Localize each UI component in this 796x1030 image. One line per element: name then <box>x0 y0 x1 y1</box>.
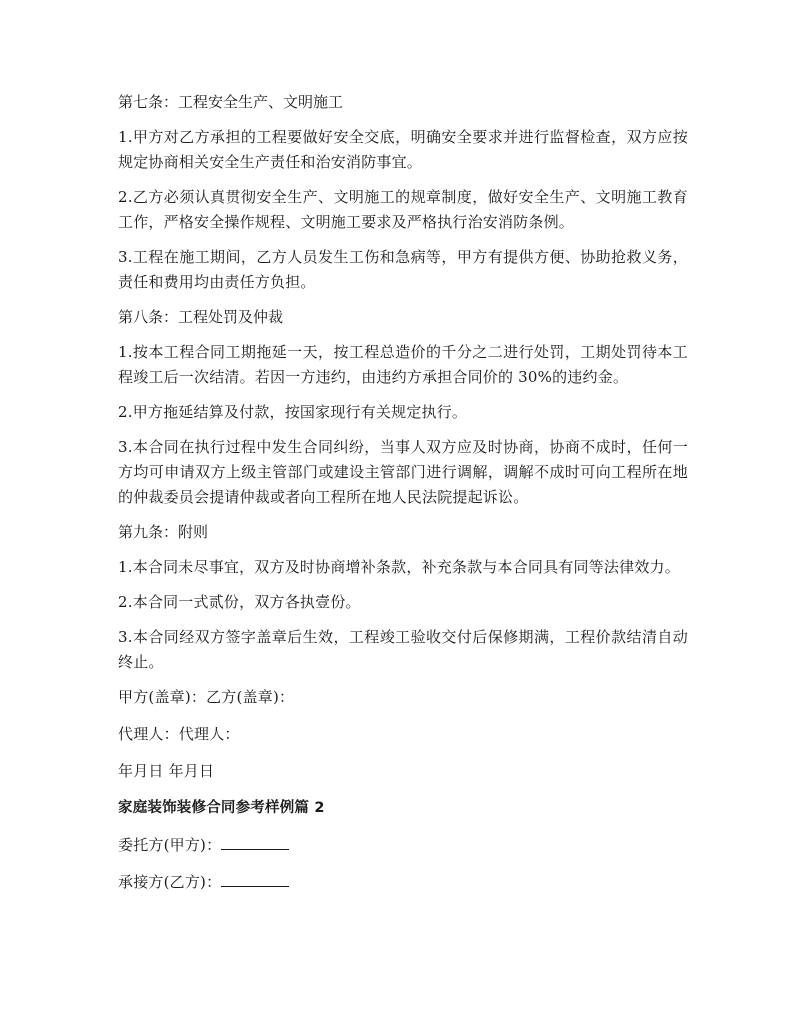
signature-date-line: 年月日 年月日 <box>118 762 215 780</box>
article-9-item-1: 1.本合同未尽事宜，双方及时协商增补条款，补充条款与本合同具有同等法律效力。 <box>118 558 680 576</box>
article-9-item-3: 3.本合同经双方签字盖章后生效，工程竣工验收交付后保修期满，工程价款结清自动终止。 <box>118 628 688 671</box>
article-9-title: 第九条：附则 <box>118 523 209 541</box>
article-7-item-1: 1.甲方对乙方承担的工程要做好安全交底，明确安全要求并进行监督检查，双方应按规定协商相关安全生产责任和治安消防事宜。 <box>118 128 688 171</box>
article-7-item-3: 3.工程在施工期间，乙方人员发生工伤和急病等，甲方有提供方便、协助抢救义务，责任和费用均由责任方负担。 <box>118 248 688 291</box>
article-8-item-2: 2.甲方拖延结算及付款，按国家现行有关规定执行。 <box>118 403 468 421</box>
article-8-item-1: 1.按本工程合同工期拖延一天，按工程总造价的千分之二进行处罚，工期处罚待本工程竣工后一次结清。若因一方违约，由违约方承担合同价的 30%的违约金。 <box>118 343 688 386</box>
article-9-item-2: 2.本合同一式贰份，双方各执壹份。 <box>118 593 361 611</box>
contractor-line <box>118 870 688 895</box>
client-blank <box>221 835 289 850</box>
signature-agent-line: 代理人：代理人： <box>118 725 240 743</box>
contractor-label: 承接方(乙方)： <box>118 873 222 891</box>
article-7-item-2: 2.乙方必须认真贯彻安全生产、文明施工的规章制度，做好安全生产、文明施工教育工作，严格安全操作规程、文明施工要求及严格执行治安消防条例。 <box>118 188 688 231</box>
article-8-item-3: 3.本合同在执行过程中发生合同纠纷，当事人双方应及时协商，协商不成时，任何一方均可申请双方上级主管部门或建设主管部门进行调解，调解不成时可向工程所在地的仲裁委员会提请仲裁或者向工程所在地人民法院提起诉讼。 <box>118 438 688 506</box>
contractor-blank <box>221 872 289 887</box>
article-7-title: 第七条：工程安全生产、文明施工 <box>118 93 344 111</box>
article-8-title: 第八条：工程处罚及仲裁 <box>118 308 284 326</box>
section-2-title: 家庭装饰装修合同参考样例篇 2 <box>118 800 325 816</box>
client-label: 委托方(甲方)： <box>118 836 222 854</box>
document-page <box>118 90 688 907</box>
signature-seal-line: 甲方(盖章)：乙方(盖章)： <box>118 688 295 706</box>
client-line <box>118 833 688 858</box>
